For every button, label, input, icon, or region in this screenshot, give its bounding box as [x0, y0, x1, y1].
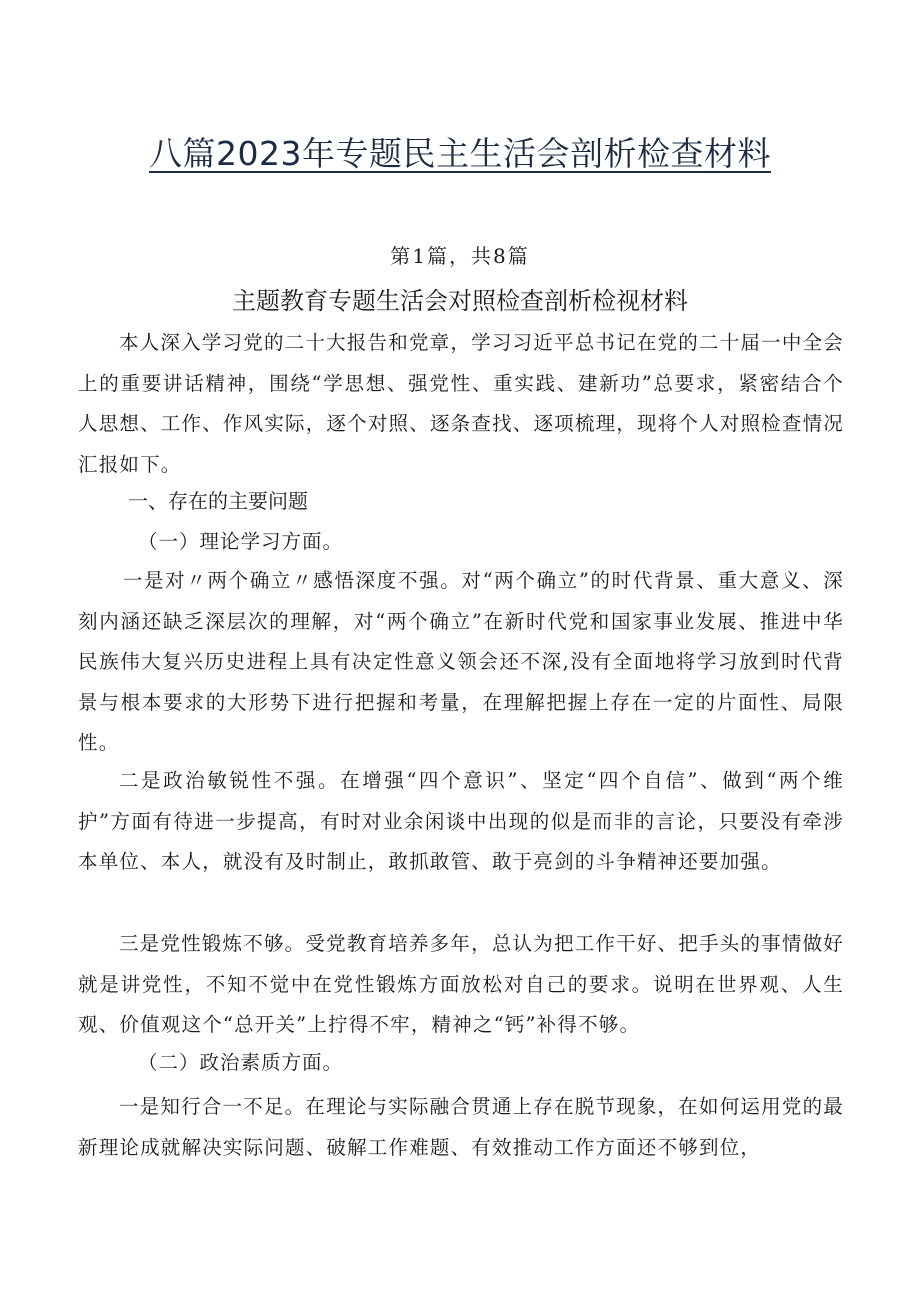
paragraph-item-2: 二是政治敏锐性不强。在增强“四个意识”、坚定“四个自信”、做到“两个维护”方面有待进一步提高，有时对业余闲谈中出现的似是而非的言论，只要没有牵涉本单位、本人，就没有及时制止，敢抓敢管、敢于亮剑的斗争精神还要加强。 [78, 769, 844, 873]
subsection-heading-theory: （一）理论学习方面。 [138, 530, 344, 553]
sub-title: 主题教育专题生活会对照检查剖析检视材料 [232, 287, 688, 315]
document-main-title [0, 132, 920, 176]
part-label: 第1篇，共8篇 [390, 244, 530, 268]
paragraph-item-3: 三是党性锻炼不够。受党教育培养多年，总认为把工作干好、把手头的事情做好就是讲党性，不知不觉中在党性锻炼方面放松对自己的要求。说明在世界观、人生观、价值观这个“总开关”上拧得不牢，精神之“钙”补得不够。 [78, 932, 844, 1036]
main-title-text: 八篇2023年专题民主生活会剖析检查材料 [149, 134, 771, 173]
intro-paragraph: 本人深入学习党的二十大报告和党章，学习习近平总书记在党的二十届一中全会上的重要讲话精神，围绕“学思想、强党性、重实践、建新功”总要求，紧密结合个人思想、工作、作风实际，逐个对照、逐条查找、逐项梳理，现将个人对照检查情况汇报如下。 [78, 331, 844, 476]
paragraph-item-1: 一是对〃两个确立〃感悟深度不强。对“两个确立”的时代背景、重大意义、深刻内涵还缺乏深层次的理解，对“两个确立”在新时代党和国家事业发展、推进中华民族伟大复兴历史进程上具有决定性意义领会还不深,没有全面地将学习放到时代背景与根本要求的大形势下进行把握和考量，在理解把握上存在一定的片面性、局限性。 [78, 569, 844, 754]
section-heading-problems: 一、存在的主要问题 [128, 489, 308, 513]
paragraph-item-4: 一是知行合一不足。在理论与实际融合贯通上存在脱节现象，在如何运用党的最新理论成就解决实际问题、破解工作难题、有效推动工作方面还不够到位， [78, 1095, 844, 1159]
subsection-heading-politics: （二）政治素质方面。 [138, 1051, 344, 1074]
